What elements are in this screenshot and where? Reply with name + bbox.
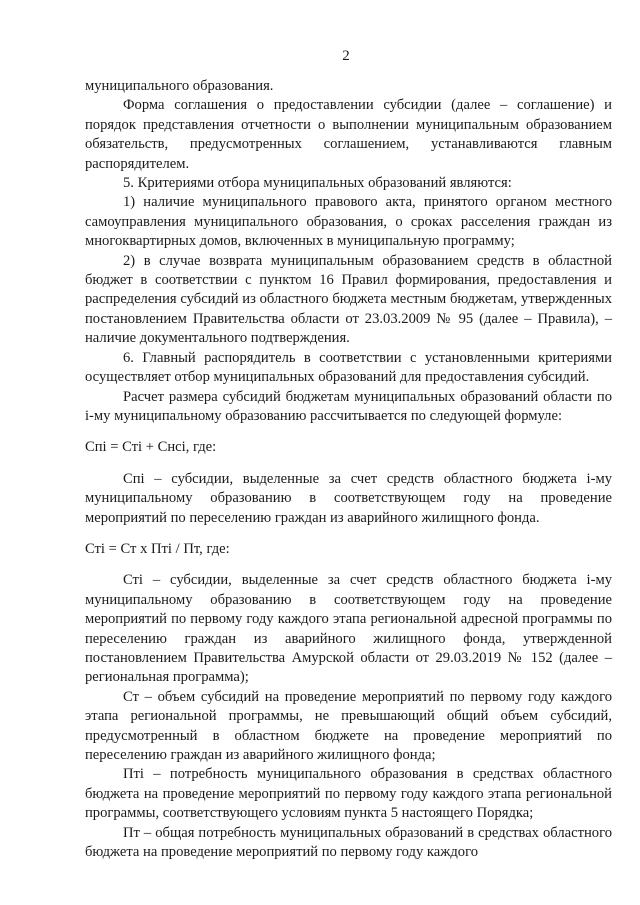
paragraph-selection: 6. Главный распорядитель в соответствии с установленными критериями осуществляет отбор муниципальных образований для предоставления субсидий. [85, 349, 612, 386]
paragraph-st-definition: Ст – объем субсидий на проведение мероприятий по первому году каждого этапа региональной программы, не превышающий общий объем субсидий, предусмотренный в областном бюджете на проведение мероприятий по переселению граждан из аварийного жилищного фонда; [85, 688, 612, 763]
paragraph-spi-definition: Спi – субсидии, выделенные за счет средств областного бюджета i-му муниципальному образованию в соответствующем году на проведение мероприятий по переселению граждан из аварийного жилищного фонда. [85, 470, 612, 526]
paragraph-criterion-1: 1) наличие муниципального правового акта, принятого органом местного самоуправления муниципального образования, о сроках расселения граждан из многоквартирных домов, включенных в муниципальную программу; [85, 194, 612, 250]
paragraph-sti-definition: Стi – субсидии, выделенные за счет средств областного бюджета i-му муниципальному образованию в соответствующем году на проведение мероприятий по первому году каждого этапа региональной адресной программы по переселению граждан из аварийного жилищного фонда, утвержденной постановлением Правительства Амурской области от 29.03.2019 № 152 (далее – региональная программа); [85, 572, 612, 686]
formula-total-subsidy: Спi = Стi + Снсi, где: [85, 439, 217, 456]
paragraph-pti-definition: Птi – потребность муниципального образования в средствах областного бюджета на проведение мероприятий по первому году каждого этапа региональной программы, соответствующего условиям пункта 5 настоящего Порядка; [85, 766, 612, 822]
page-number: 2 [342, 48, 350, 64]
paragraph-criteria-heading: 5. Критериями отбора муниципальных образований являются: [123, 175, 512, 192]
paragraph-calculation-intro: Расчет размера субсидий бюджетам муниципальных образований области по i-му муниципальному образованию рассчитывается по следующей формуле: [85, 388, 612, 424]
paragraph-agreement-form: Форма соглашения о предоставлении субсидии (далее – соглашение) и порядок представления отчетности о выполнении муниципальным образованием обязательств, предусмотренных соглашением, устанавливаются главным распорядителем. [85, 97, 612, 172]
paragraph-criterion-2: 2) в случае возврата муниципальным образованием средств в областной бюджет в соответствии с пунктом 16 Правил формирования, предоставления и распределения субсидий из областного бюджета местным бюджетам, утвержденных постановлением Правительства области от 23.03.2009 № 95 (далее – Правила), – наличие документального подтверждения. [85, 252, 612, 347]
document-body [85, 77, 612, 862]
paragraph-continuation: муниципального образования. [85, 78, 274, 94]
formula-first-year-subsidy: Стi = Ст х Птi / Пт, где: [85, 540, 230, 557]
paragraph-pt-definition: Пт – общая потребность муниципальных образований в средствах областного бюджета на проведение мероприятий по первому году каждого [85, 824, 612, 861]
